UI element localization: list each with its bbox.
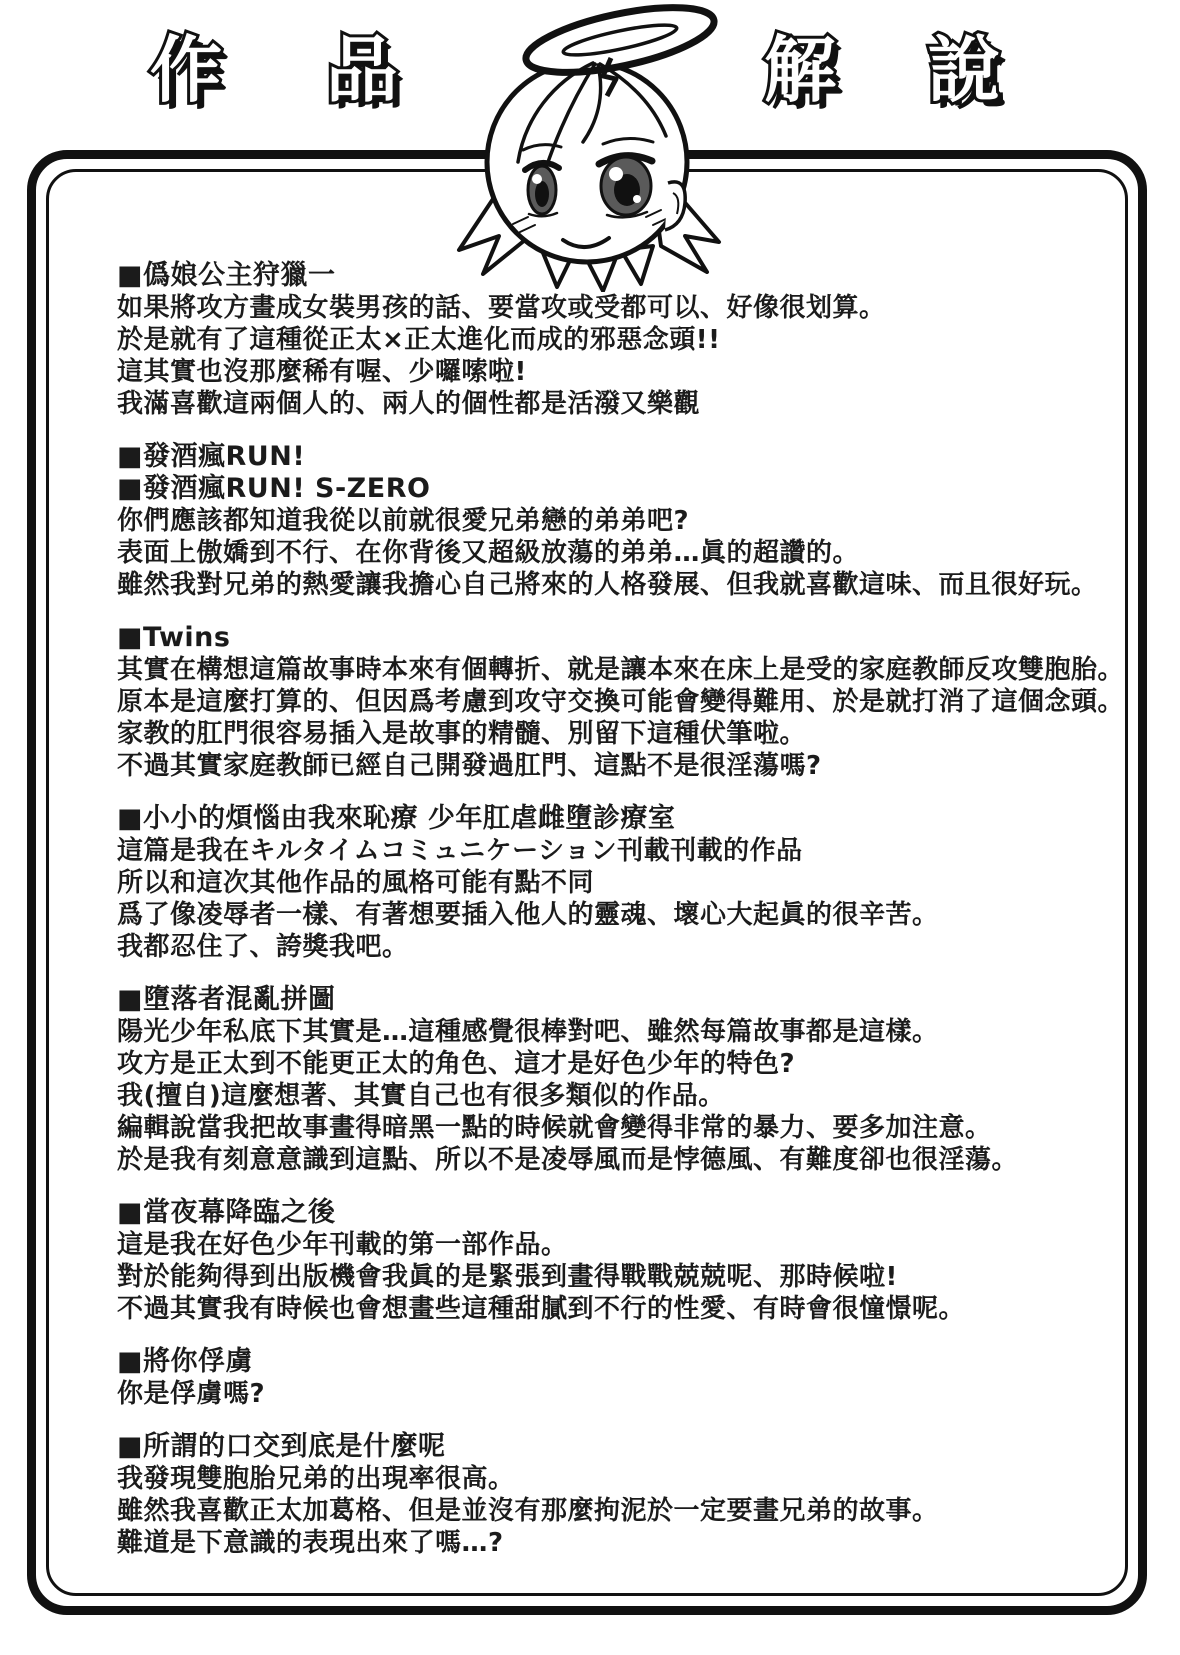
section-line: 我(擅自)這麼想著、其實自己也有很多類似的作品。 — [117, 1081, 725, 1111]
section-title: ■墮落者混亂拼圖 — [117, 984, 336, 1015]
section-line: 這篇是我在キルタイムコミュニケーション刊載刊載的作品 — [117, 836, 803, 866]
section-title: ■將你俘虜 — [117, 1346, 254, 1377]
section-line: 我滿喜歡這兩個人的、兩人的個性都是活潑又樂觀 — [117, 389, 701, 419]
page-title-char: 作 — [150, 28, 223, 112]
content-frame — [27, 150, 1147, 1615]
section-line: 其實在構想這篇故事時本來有個轉折、就是讓本來在床上是受的家庭教師反攻雙胞胎。 — [117, 655, 1125, 685]
content-frame-inner — [46, 169, 1128, 1596]
commentary-section — [117, 622, 1125, 782]
section-title: ■小小的煩惱由我來恥療 少年肛虐雌墮診療室 — [117, 803, 676, 834]
angel-halo-chibi-icon — [425, 0, 765, 292]
section-line: 原本是這麼打算的、但因爲考慮到攻守交換可能會變得難用、於是就打消了這個念頭。 — [117, 687, 1125, 717]
section-line: 這是我在好色少年刊載的第一部作品。 — [117, 1230, 568, 1260]
sections — [117, 260, 1125, 1580]
section-line: 你們應該都知道我從以前就很愛兄弟戀的弟弟吧? — [117, 506, 690, 536]
section-title: ■所謂的口交到底是什麼呢 — [117, 1431, 446, 1462]
section-title: ■當夜幕降臨之後 — [117, 1197, 336, 1228]
section-line: 陽光少年私底下其實是…這種感覺很棒對吧、雖然每篇故事都是這樣。 — [117, 1017, 939, 1047]
section-line: 於是我有刻意意識到這點、所以不是凌辱風而是悖德風、有難度卻也很淫蕩。 — [117, 1145, 1019, 1175]
section-title: ■發酒瘋RUN! — [117, 441, 306, 472]
section-line: 我發現雙胞胎兄弟的出現率很高。 — [117, 1464, 515, 1494]
commentary-section — [117, 1346, 1095, 1410]
section-line: 難道是下意識的表現出來了嗎…? — [117, 1528, 504, 1558]
section-line: 這其實也沒那麼稀有喔、少囉嗦啦! — [117, 357, 527, 387]
section-line: 表面上傲嬌到不行、在你背後又超級放蕩的弟弟…眞的超讚的。 — [117, 538, 860, 568]
section-line: 我都忍住了、誇獎我吧。 — [117, 932, 409, 962]
section-line: 家教的肛門很容易插入是故事的精髓、別留下這種伏筆啦。 — [117, 719, 807, 749]
commentary-section — [117, 1431, 1095, 1559]
section-title: ■Twins — [117, 622, 231, 653]
page-title-char: 品 — [326, 28, 399, 112]
commentary-section — [117, 1197, 1095, 1325]
section-line: 不過其實家庭教師已經自己開發過肛門、這點不是很淫蕩嗎? — [117, 751, 822, 781]
section-title: ■僞娘公主狩獵一 — [117, 260, 336, 291]
commentary-section — [117, 441, 1098, 601]
section-line: 攻方是正太到不能更正太的角色、這才是好色少年的特色? — [117, 1049, 796, 1079]
section-line: 編輯說當我把故事畫得暗黑一點的時候就會變得非常的暴力、要多加注意。 — [117, 1113, 992, 1143]
section-title: ■發酒瘋RUN! S-ZERO — [117, 473, 431, 504]
commentary-section — [117, 803, 1095, 963]
section-line: 對於能夠得到出版機會我眞的是緊張到畫得戰戰兢兢呢、那時候啦! — [117, 1262, 898, 1292]
section-line: 不過其實我有時候也會想畫些這種甜膩到不行的性愛、有時會很憧憬呢。 — [117, 1294, 966, 1324]
section-line: 如果將攻方畫成女裝男孩的話、要當攻或受都可以、好像很划算。 — [117, 293, 886, 323]
page-title-char: 說 — [928, 28, 1001, 112]
section-line: 你是俘虜嗎? — [117, 1379, 266, 1409]
section-line: 於是就有了這種從正太×正太進化而成的邪惡念頭!! — [117, 325, 721, 355]
page-title-char: 解 — [764, 28, 837, 112]
section-line: 雖然我對兄弟的熱愛讓我擔心自己將來的人格發展、但我就喜歡這味、而且很好玩。 — [117, 570, 1098, 600]
section-line: 爲了像凌辱者一樣、有著想要插入他人的靈魂、壞心大起眞的很辛苦。 — [117, 900, 939, 930]
commentary-section — [117, 984, 1095, 1176]
section-line: 所以和這次其他作品的風格可能有點不同 — [117, 868, 595, 898]
section-line: 雖然我喜歡正太加葛格、但是並沒有那麼拘泥於一定要畫兄弟的故事。 — [117, 1496, 939, 1526]
